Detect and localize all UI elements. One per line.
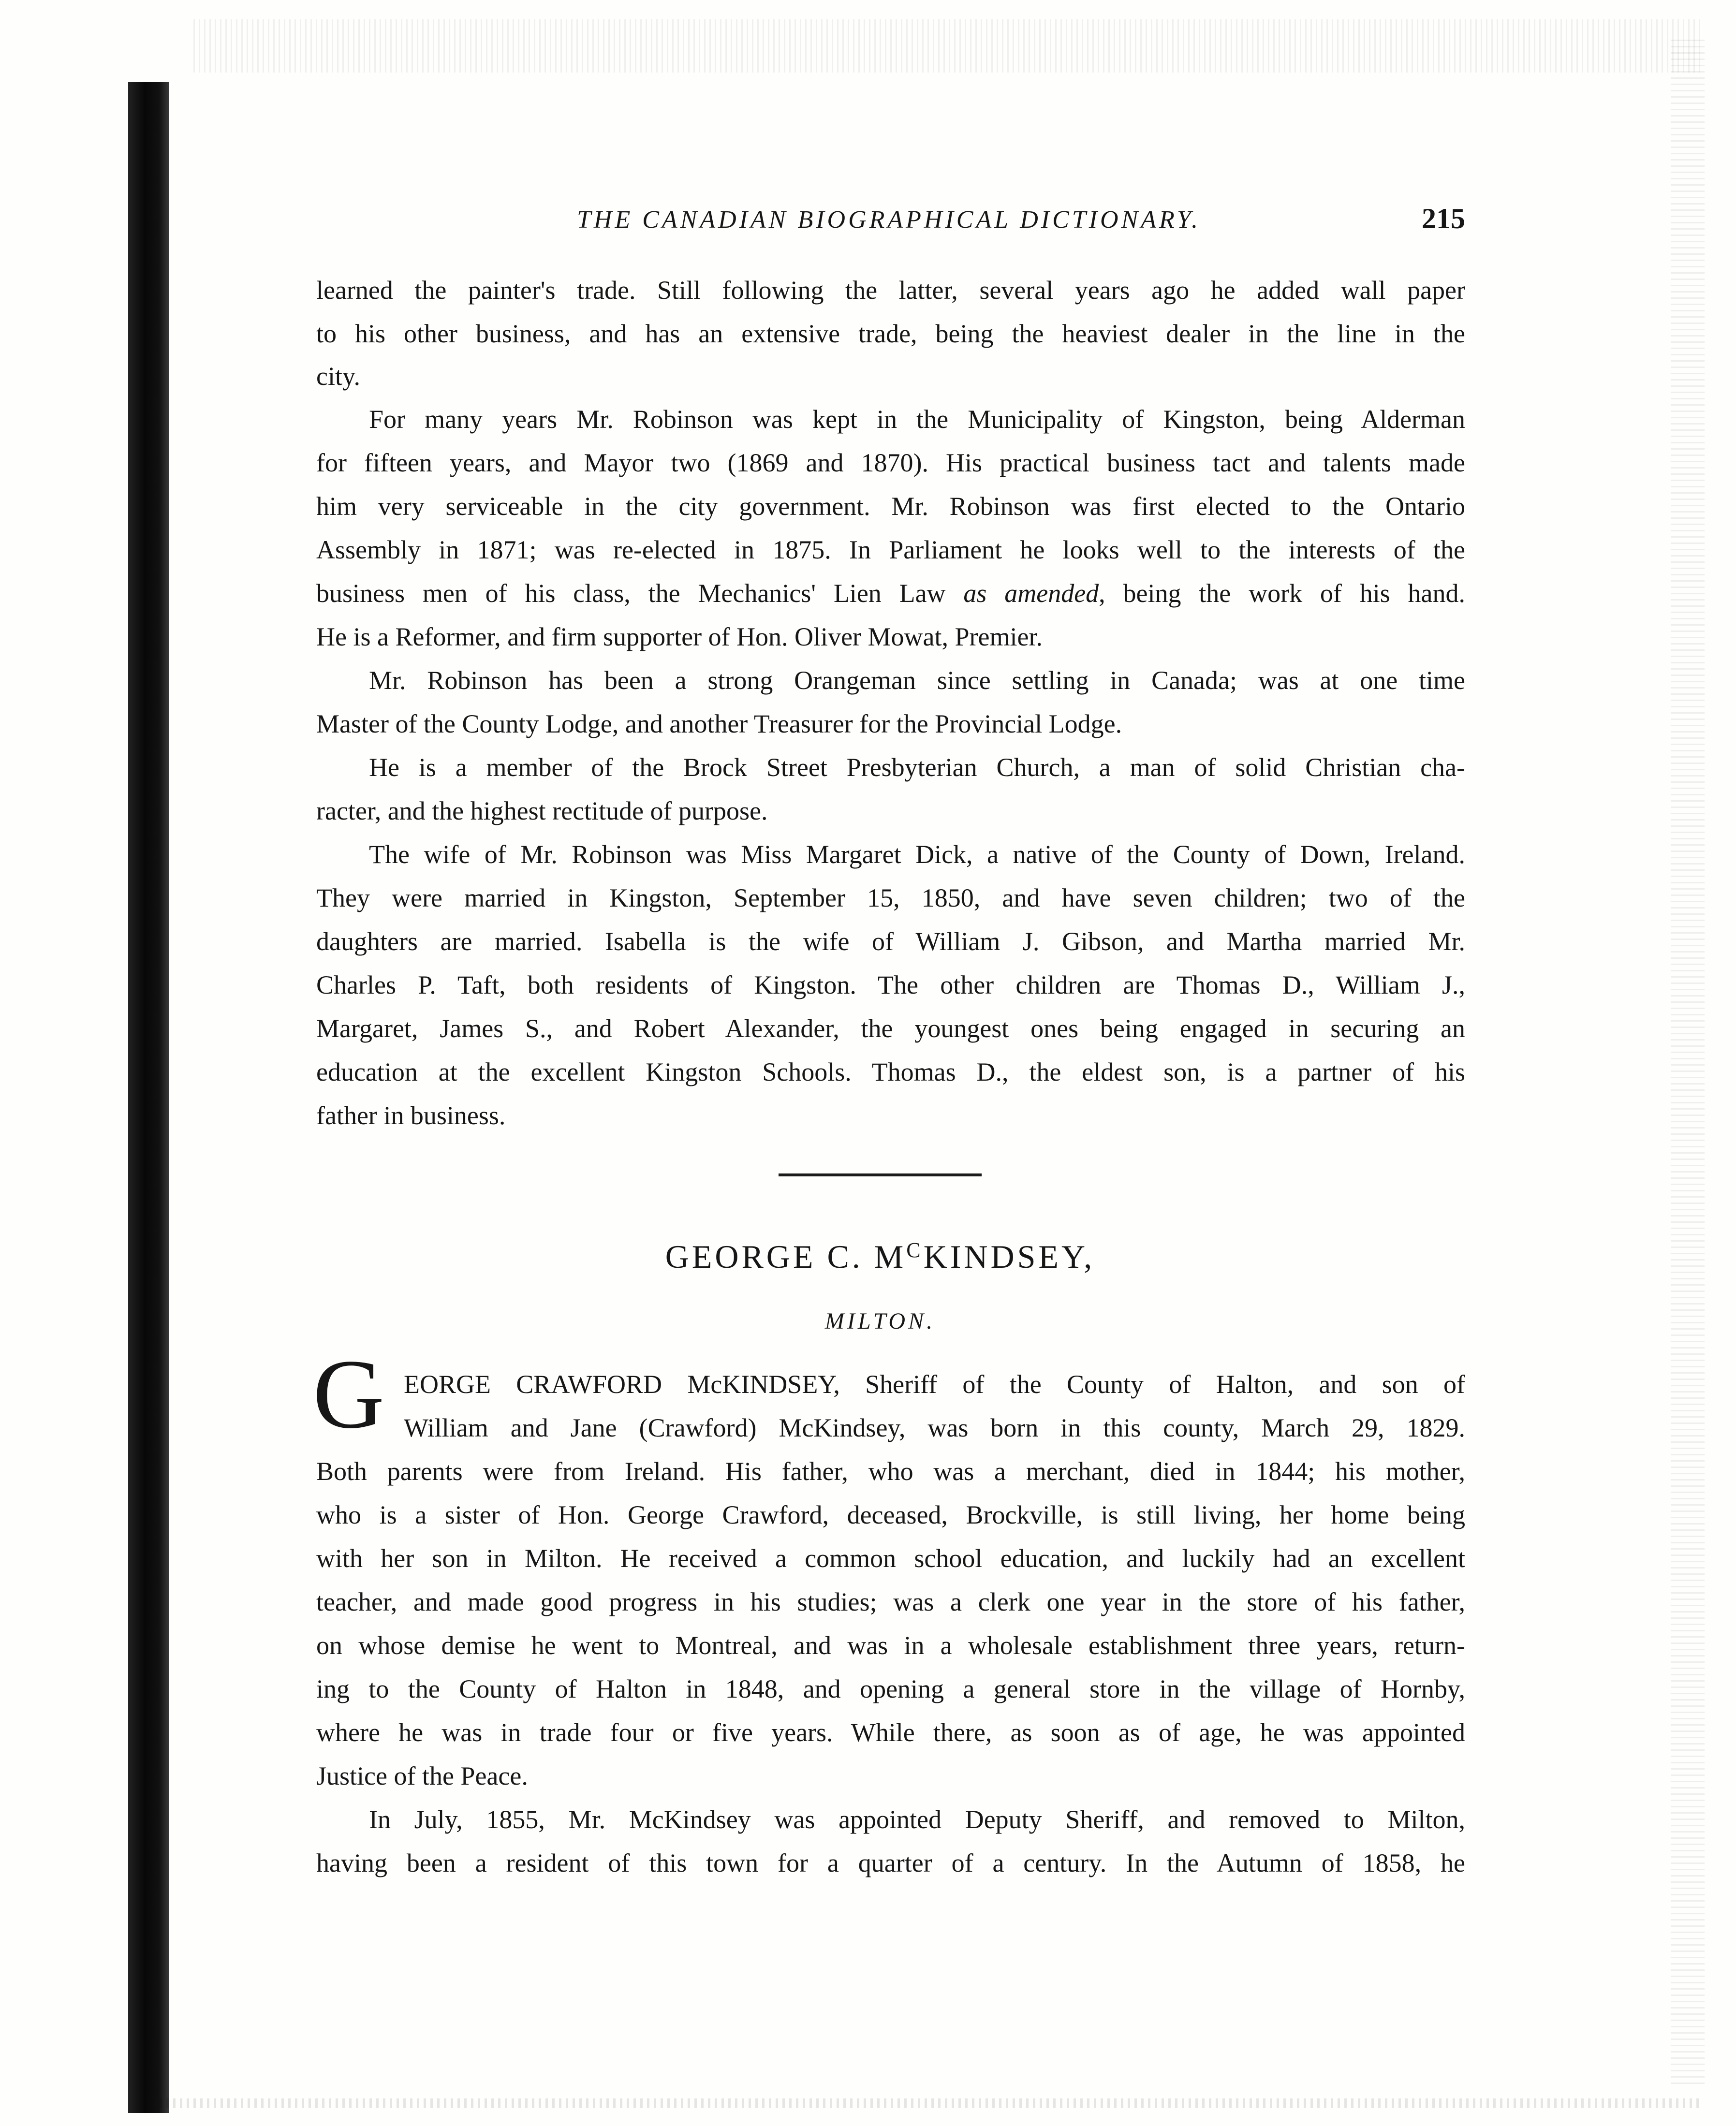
scan-bottom-edge: [160, 2098, 1702, 2108]
text-line: In July, 1855, Mr. McKindsey was appointed Deputy Sheriff, and removed to Milton,: [369, 1805, 1465, 1834]
page-number: 215: [1422, 203, 1465, 235]
text-line: Margaret, James S., and Robert Alexander, the youngest ones being engaged in securing an: [316, 1014, 1465, 1043]
text-line: teacher, and made good progress in his studies; was a clerk one year in the store of his father,: [316, 1587, 1465, 1616]
scan-right-edge: [1671, 39, 1705, 2084]
text-line: city.: [316, 362, 360, 391]
text-line: learned the painter's trade. Still following the latter, several years ago he added wall paper: [316, 276, 1465, 305]
text-line: Mr. Robinson has been a strong Orangeman since settling in Canada; was at one time: [369, 666, 1465, 695]
text-line: with her son in Milton. He received a common school education, and luckily had an excellent: [316, 1544, 1465, 1573]
text-line: who is a sister of Hon. George Crawford, deceased, Brockville, is still living, her home being: [316, 1500, 1465, 1529]
text-line: William and Jane (Crawford) McKindsey, was born in this county, March 29, 1829.: [404, 1413, 1465, 1442]
text-line: racter, and the highest rectitude of purpose.: [316, 796, 768, 825]
text-line: to his other business, and has an extensive trade, being the heaviest dealer in the line in the: [316, 319, 1465, 348]
text-line: Charles P. Taft, both residents of Kingston. The other children are Thomas D., William J.,: [316, 970, 1465, 999]
text-line: They were married in Kingston, September 15, 1850, and have seven children; two of the: [316, 883, 1465, 912]
text-line: Both parents were from Ireland. His father, who was a merchant, died in 1844; his mother,: [316, 1457, 1465, 1486]
heading-name-part: GEORGE C. M: [665, 1238, 907, 1275]
text-line: for fifteen years, and Mayor two (1869 and 1870). His practical business tact and talents made: [316, 448, 1465, 477]
italic-phrase: as amended: [963, 579, 1099, 608]
section-heading: [580, 1238, 1180, 1276]
text-line: The wife of Mr. Robinson was Miss Margaret Dick, a native of the County of Down, Ireland.: [369, 840, 1465, 869]
text-line: ing to the County of Halton in 1848, and opening a general store in the village of Hornby,: [316, 1674, 1465, 1703]
running-head: THE CANADIAN BIOGRAPHICAL DICTIONARY.: [577, 206, 1201, 234]
scan-top-edge: [193, 19, 1702, 73]
heading-name-superscript: C: [906, 1238, 924, 1262]
text-line: Justice of the Peace.: [316, 1761, 528, 1790]
text-line: daughters are married. Isabella is the wife of William J. Gibson, and Martha married Mr.: [316, 927, 1465, 956]
heading-name-rest: KINDSEY,: [923, 1238, 1095, 1275]
text-line: He is a member of the Brock Street Presbyterian Church, a man of solid Christian cha-: [369, 753, 1465, 782]
text-line: father in business.: [316, 1101, 506, 1130]
text-line: Master of the County Lodge, and another Treasurer for the Provincial Lodge.: [316, 709, 1122, 738]
book-spine-shadow: [128, 82, 169, 2113]
text-line: having been a resident of this town for a quarter of a century. In the Autumn of 1858, he: [316, 1848, 1465, 1877]
text-line: For many years Mr. Robinson was kept in the Municipality of Kingston, being Alderman: [369, 405, 1465, 434]
drop-cap: G: [313, 1339, 385, 1449]
text-line: education at the excellent Kingston Schools. Thomas D., the eldest son, is a partner of his: [316, 1057, 1465, 1086]
text-line: He is a Reformer, and firm supporter of Hon. Oliver Mowat, Premier.: [316, 622, 1043, 651]
text-line: Assembly in 1871; was re-elected in 1875. In Parliament he looks well to the interests of the: [316, 535, 1465, 564]
section-place: MILTON.: [824, 1308, 936, 1334]
text-line: on whose demise he went to Montreal, and was in a wholesale establishment three years, return-: [316, 1631, 1465, 1660]
text-line: business men of his class, the Mechanics' Lien Law as amended, being the work of his hand.: [316, 579, 1466, 608]
text-line: him very serviceable in the city government. Mr. Robinson was first elected to the Ontario: [316, 492, 1465, 521]
section-divider-rule: [779, 1173, 982, 1176]
text-line: where he was in trade four or five years. While there, as soon as of age, he was appointed: [316, 1718, 1465, 1747]
text-line: EORGE CRAWFORD McKINDSEY, Sheriff of the County of Halton, and son of: [404, 1370, 1465, 1399]
